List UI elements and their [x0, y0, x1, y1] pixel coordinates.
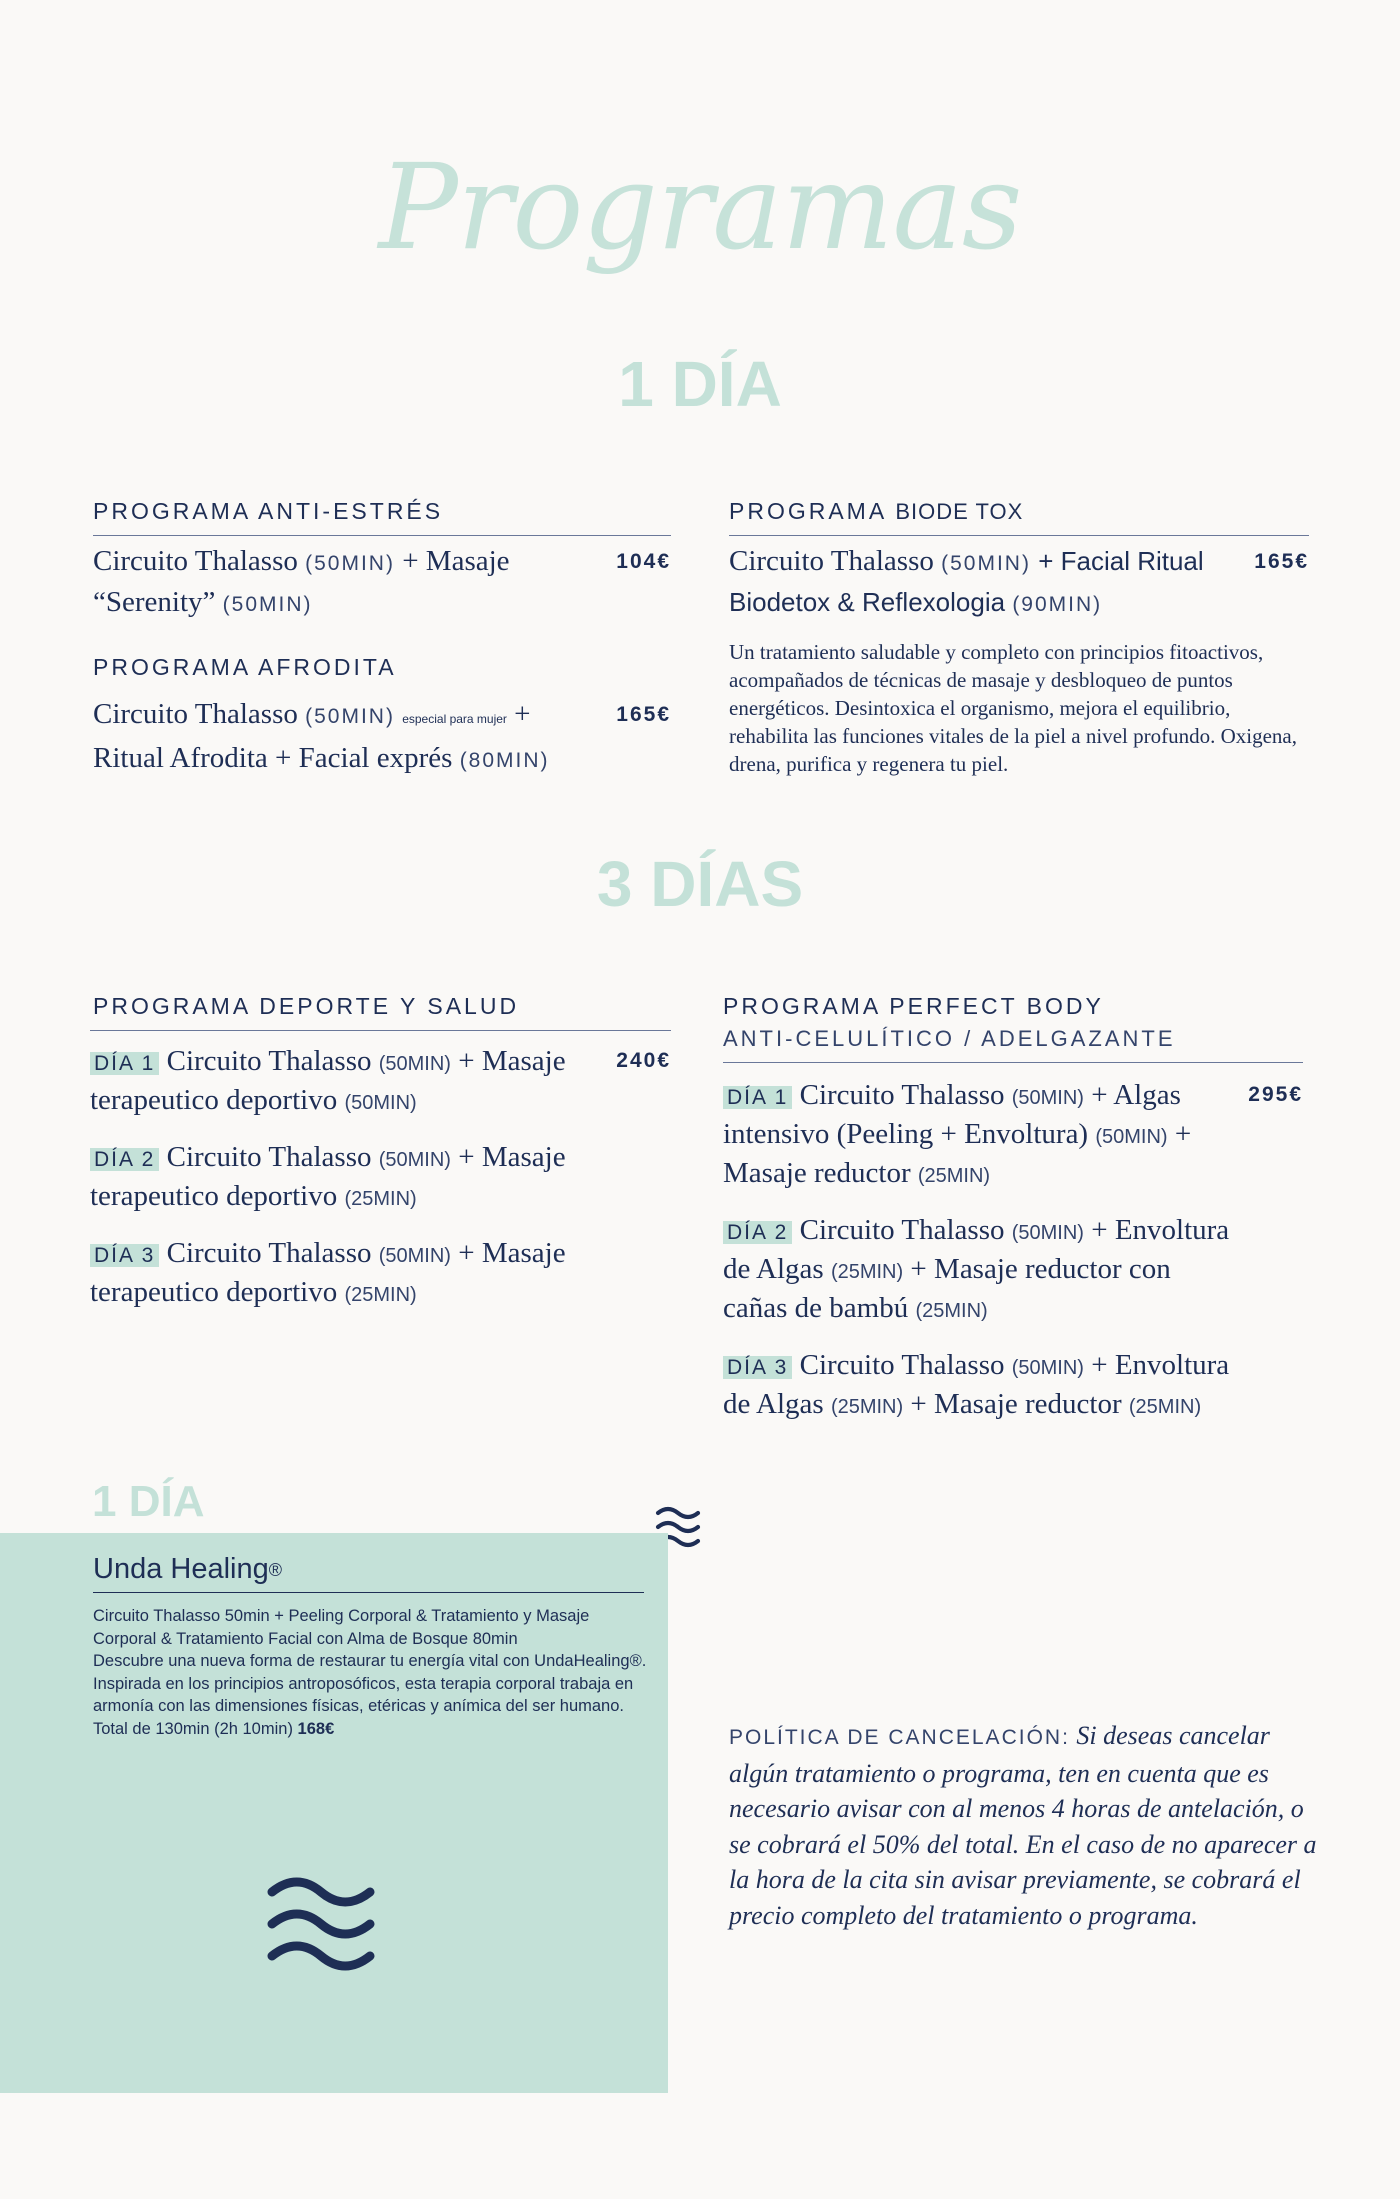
day-badge: DÍA 2: [723, 1221, 792, 1244]
program-perfect-body: [723, 993, 1303, 1425]
program-subheading: ANTI-CELULÍTICO / ADELGAZANTE: [723, 1026, 1303, 1063]
program-heading: PROGRAMA PERFECT BODY: [723, 993, 1104, 1019]
section-heading-1-dia: 1 DÍA: [618, 348, 782, 420]
unda-healing-panel: [0, 1533, 668, 2093]
cancellation-policy: [729, 1718, 1319, 1933]
program-biodetox: [729, 498, 1309, 778]
price: 295€: [1248, 1083, 1303, 1106]
program-long-description: Un tratamiento saludable y completo con principios fitoactivos, acompañados de técnicas de masaje y desbloqueo de puntos energéticos. Desintoxica el organismo, mejora el equilibrio, rehabilita las funciones vitales de la piel a nivel profundo. Oxigena, drena, purifica y regenera tu piel.: [729, 640, 1297, 776]
day-item: DÍA 2 Circuito Thalasso (50MIN) + Masaje terapeutico deportivo (25MIN): [90, 1141, 566, 1212]
day-badge: DÍA 1: [90, 1052, 159, 1075]
price: 240€: [616, 1049, 671, 1072]
unda-title: Unda Healing®: [93, 1553, 644, 1593]
day-badge: DÍA 3: [723, 1356, 792, 1379]
section-heading-1-dia-small: 1 DÍA: [92, 1477, 205, 1526]
day-item: DÍA 3 Circuito Thalasso (50MIN) + Envoltura de Algas (25MIN) + Masaje reductor (25MIN): [723, 1349, 1230, 1420]
program-heading: PROGRAMA ANTI-ESTRÉS: [93, 498, 671, 536]
program-deporte-salud: [90, 993, 671, 1313]
program-heading: PROGRAMA AFRODITA: [93, 654, 397, 680]
day-badge: DÍA 1: [723, 1086, 792, 1109]
price: 165€: [616, 703, 671, 726]
section-heading-3-dias: 3 DÍAS: [596, 848, 804, 920]
day-badge: DÍA 2: [90, 1148, 159, 1171]
unda-description: Circuito Thalasso 50min + Peeling Corporal & Tratamiento y Masaje Corporal & Tratamiento Facial con Alma de Bosque 80min Descubre una nueva forma de restaurar tu energía vital con UndaHealing®. Inspirada en los principios antroposóficos, esta terapia corporal trabaja en armonía con las dimensiones físicas, etéricas y anímica del ser humano. Total de 130min (2h 10min) 168€: [93, 1607, 647, 1738]
price: 165€: [1254, 550, 1309, 573]
day-badge: DÍA 3: [90, 1244, 159, 1267]
program-anti-estres: [93, 498, 671, 624]
policy-label: POLÍTICA DE CANCELACIÓN:: [729, 1726, 1070, 1749]
day-item: DÍA 1 Circuito Thalasso (50MIN) + Masaje terapeutico deportivo (50MIN) 240€: [90, 1045, 671, 1116]
waves-icon: [266, 1870, 376, 1978]
program-heading: PROGRAMA BIODE TOX: [729, 498, 1309, 536]
program-heading: PROGRAMA DEPORTE Y SALUD: [90, 993, 671, 1031]
policy-text: Si deseas cancelar algún tratamiento o programa, ten en cuenta que es necesario avisar con al menos 4 horas de antelación, o se cobrará el 50% del total. En el caso de no aparecer a la hora de la cita sin avisar previamente, se cobrará el precio completo del tratamiento o programa.: [729, 1721, 1317, 1930]
page-title: Programas: [378, 138, 1022, 276]
program-afrodita: [93, 654, 671, 780]
program-description: Circuito Thalasso (50MIN) especial para mujer + Ritual Afrodita + Facial exprés (80MIN) 165€: [93, 695, 671, 780]
program-days: [90, 1043, 671, 1313]
program-description: Circuito Thalasso (50MIN) + Masaje “Serenity” (50MIN) 104€: [93, 542, 671, 624]
special-note: especial para mujer: [402, 712, 507, 726]
day-item: DÍA 3 Circuito Thalasso (50MIN) + Masaje terapeutico deportivo (25MIN): [90, 1237, 566, 1308]
price: 104€: [616, 550, 671, 573]
program-description: Circuito Thalasso (50MIN) + Facial Ritual Biodetox & Reflexologia (90MIN) 165€: [729, 542, 1309, 624]
day-item: DÍA 1 Circuito Thalasso (50MIN) + Algas intensivo (Peeling + Envoltura) (50MIN) + Masaje reductor (25MIN) 295€: [723, 1079, 1303, 1189]
price: 168€: [297, 1719, 335, 1738]
day-item: DÍA 2 Circuito Thalasso (50MIN) + Envoltura de Algas (25MIN) + Masaje reductor con cañas de bambú (25MIN): [723, 1214, 1230, 1324]
